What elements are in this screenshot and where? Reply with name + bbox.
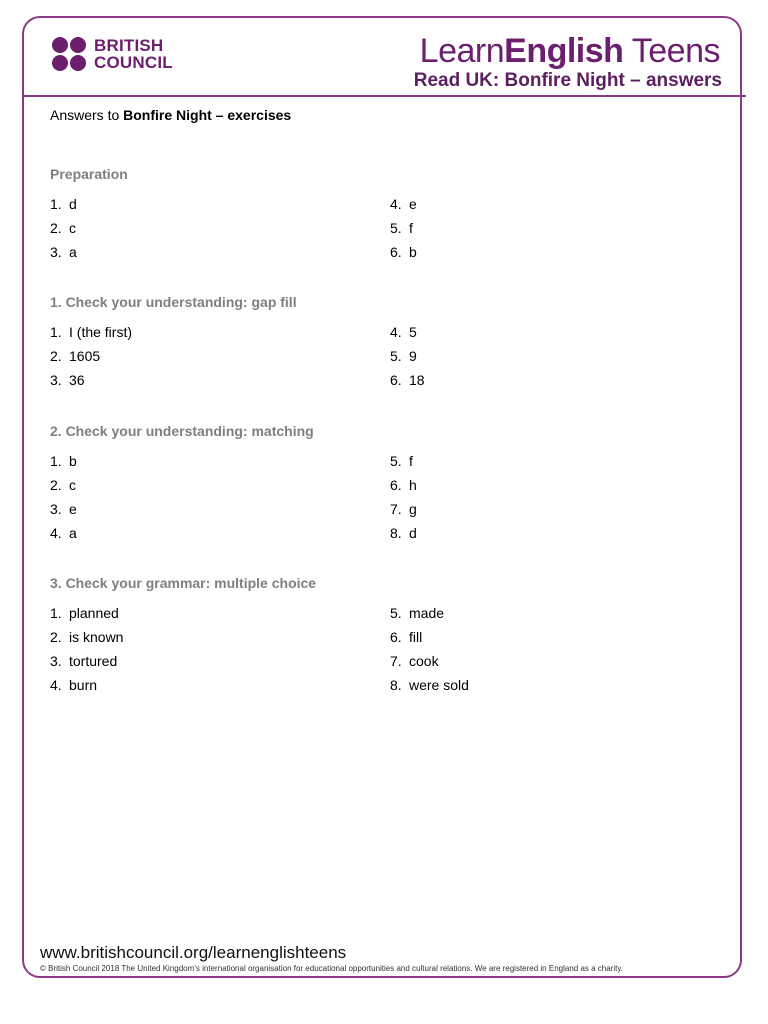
section-title: 2. Check your understanding: matching: [50, 423, 314, 439]
intro-prefix: Answers to: [50, 107, 124, 123]
answer-item: 4. a: [50, 525, 77, 541]
answers-left-column: [50, 196, 390, 268]
answer-item: 1. b: [50, 453, 77, 469]
logo-line-2: COUNCIL: [94, 53, 173, 72]
section-title: 3. Check your grammar: multiple choice: [50, 575, 317, 591]
answer-item: 2. is known: [50, 629, 124, 645]
answer-item: 4. e: [390, 196, 417, 212]
answer-item: 8. d: [390, 525, 417, 541]
answers-left-column: [50, 453, 390, 549]
section-gap-fill: [50, 294, 730, 396]
section-matching: [50, 423, 730, 549]
answer-item: 3. 36: [50, 372, 85, 388]
british-council-dots-icon: [52, 37, 88, 73]
answers-right-column: [390, 453, 730, 549]
answer-item: 8. were sold: [390, 677, 469, 693]
answer-item: 3. a: [50, 244, 77, 260]
answer-item: 4. 5: [390, 324, 417, 340]
brand-learn: Learn: [419, 32, 505, 70]
answer-item: 7. g: [390, 501, 417, 517]
answers-right-column: [390, 324, 730, 396]
answers-right-column: [390, 605, 730, 701]
answer-item: 6. fill: [390, 629, 423, 645]
brand-teens: Teens: [623, 32, 720, 70]
answer-item: 3. tortured: [50, 653, 118, 669]
answers-left-column: [50, 605, 390, 701]
answers-left-column: [50, 324, 390, 396]
answer-item: 6. b: [390, 244, 417, 260]
brand-english: English: [504, 32, 624, 70]
answer-item: 4. burn: [50, 677, 98, 693]
footer-copyright: © British Council 2018 The United Kingdom’s international organisation for educational opportunities and cultural relations. We are registered in England as a charity.: [40, 964, 623, 973]
header-divider: [22, 95, 746, 97]
answer-item: 6. 18: [390, 372, 425, 388]
british-council-logo: [52, 37, 173, 73]
answer-item: 2. c: [50, 477, 76, 493]
answers-right-column: [390, 196, 730, 268]
intro-bold: Bonfire Night – exercises: [123, 107, 292, 123]
section-multiple-choice: [50, 575, 730, 701]
section-title: 1. Check your understanding: gap fill: [50, 294, 297, 310]
intro-line: [50, 107, 291, 123]
answer-item: 1. planned: [50, 605, 119, 621]
section-preparation: [50, 166, 730, 268]
answer-item: 5. f: [390, 453, 413, 469]
answer-item: 7. cook: [390, 653, 439, 669]
logo-line-1: BRITISH: [94, 36, 164, 55]
answer-item: 6. h: [390, 477, 417, 493]
answer-item: 1. d: [50, 196, 77, 212]
answer-item: 1. I (the first): [50, 324, 133, 340]
section-title: Preparation: [50, 166, 128, 182]
answer-item: 3. e: [50, 501, 77, 517]
footer-url-link[interactable]: www.britishcouncil.org/learnenglishteens: [40, 943, 347, 962]
answer-item: 2. c: [50, 220, 76, 236]
answer-item: 5. made: [390, 605, 445, 621]
answer-item: 5. 9: [390, 348, 417, 364]
document-title: Read UK: Bonfire Night – answers: [413, 70, 722, 91]
answer-item: 5. f: [390, 220, 413, 236]
learnenglish-teens-brand: [420, 32, 720, 71]
answer-item: 2. 1605: [50, 348, 101, 364]
